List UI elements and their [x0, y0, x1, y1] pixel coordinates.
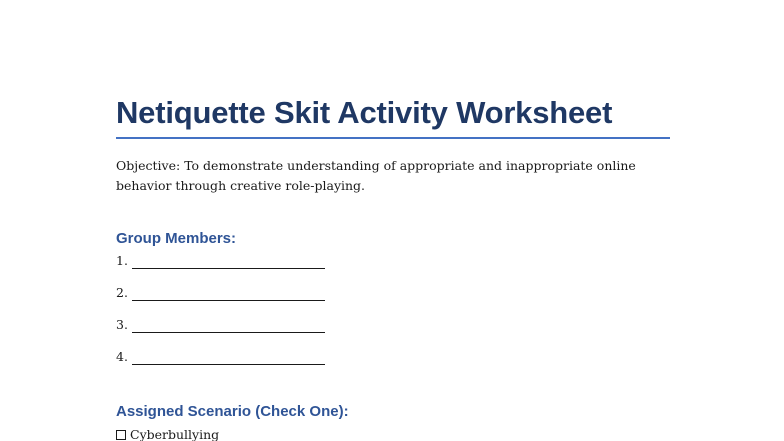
member-name-blank[interactable]	[132, 287, 325, 301]
member-number: 3.	[116, 317, 128, 332]
objective-text: Objective: To demonstrate understanding of appropriate and inappropriate online behavior through creative role-playing.	[116, 158, 636, 193]
assigned-scenario-heading: Assigned Scenario (Check One):	[116, 403, 349, 420]
member-name-blank[interactable]	[132, 255, 325, 269]
checkbox-icon[interactable]	[116, 430, 126, 440]
worksheet-content	[116, 94, 670, 441]
member-number: 1.	[116, 253, 128, 268]
scenario-option-cyberbullying[interactable]	[116, 427, 670, 441]
member-number: 4.	[116, 349, 128, 364]
page-title: Netiquette Skit Activity Worksheet	[116, 95, 613, 130]
member-line-3	[116, 317, 670, 333]
group-members-heading: Group Members:	[116, 230, 237, 247]
member-line-1	[116, 253, 670, 269]
member-number: 2.	[116, 285, 128, 300]
title-underline	[116, 137, 670, 139]
member-line-4	[116, 349, 670, 365]
member-name-blank[interactable]	[132, 319, 325, 333]
member-name-blank[interactable]	[132, 351, 325, 365]
member-line-2	[116, 285, 670, 301]
scenario-option-label: Cyberbullying	[130, 427, 220, 441]
